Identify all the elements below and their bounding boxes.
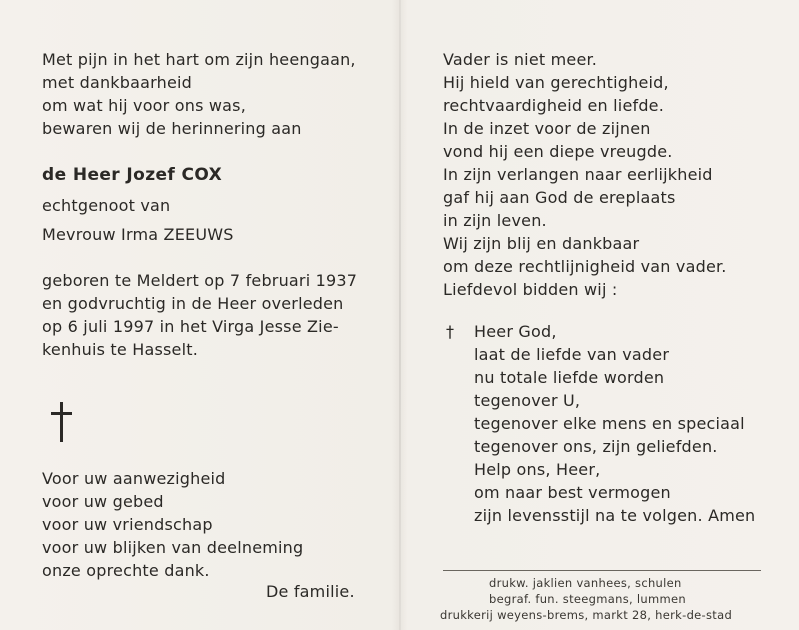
poem-line: gaf hij aan God de ereplaats (443, 188, 676, 207)
prayer-line: tegenover elke mens en speciaal (474, 414, 745, 433)
prayer-line: Heer God, (474, 322, 557, 341)
printer-credit: begraf. fun. steegmans, lummen (489, 592, 686, 606)
prayer-line: om naar best vermogen (474, 483, 671, 502)
intro-line: Met pijn in het hart om zijn heengaan, (42, 50, 356, 69)
footer-divider (443, 570, 761, 571)
life-dates-line: kenhuis te Hasselt. (42, 340, 198, 359)
poem-line: om deze rechtlijnigheid van vader. (443, 257, 727, 276)
poem-line: Vader is niet meer. (443, 50, 598, 69)
printer-credit: drukw. jaklien vanhees, schulen (489, 576, 682, 590)
poem-line: Wij zijn blij en dankbaar (443, 234, 640, 253)
spouse-name: Mevrouw Irma ZEEUWS (42, 225, 234, 244)
deceased-name: de Heer Jozef COX (42, 165, 223, 185)
poem-line: In zijn verlangen naar eerlijkheid (443, 165, 713, 184)
spouse-label: echtgenoot van (42, 196, 171, 215)
intro-line: bewaren wij de herinnering aan (42, 119, 302, 138)
life-dates-line: en godvruchtig in de Heer overleden (42, 294, 344, 313)
thanks-line: Voor uw aanwezigheid (42, 469, 226, 488)
thanks-line: voor uw blijken van deelneming (42, 538, 304, 557)
prayer-line: Help ons, Heer, (474, 460, 601, 479)
poem-line: vond hij een diepe vreugde. (443, 142, 673, 161)
printer-credit: drukkerij weyens-brems, markt 28, herk-de-stad (440, 608, 733, 622)
signature: De familie. (266, 582, 355, 601)
life-dates-line: geboren te Meldert op 7 februari 1937 (42, 271, 358, 290)
poem-line: in zijn leven. (443, 211, 547, 230)
intro-line: om wat hij voor ons was, (42, 96, 247, 115)
prayer-line: nu totale liefde worden (474, 368, 665, 387)
poem-line: rechtvaardigheid en liefde. (443, 96, 665, 115)
thanks-line: voor uw gebed (42, 492, 164, 511)
poem-line: Liefdevol bidden wij : (443, 280, 618, 299)
life-dates-line: op 6 juli 1997 in het Virga Jesse Zie- (42, 317, 339, 336)
prayer-line: laat de liefde van vader (474, 345, 670, 364)
poem-line: Hij hield van gerechtigheid, (443, 73, 669, 92)
intro-line: met dankbaarheid (42, 73, 193, 92)
prayer-line: zijn levensstijl na te volgen. Amen (474, 506, 756, 525)
poem-line: In de inzet voor de zijnen (443, 119, 651, 138)
thanks-line: voor uw vriendschap (42, 515, 213, 534)
prayer-cross-icon: † (446, 322, 455, 341)
card-fold (399, 0, 401, 630)
thanks-line: onze oprechte dank. (42, 561, 210, 580)
cross-icon (51, 402, 73, 442)
prayer-line: tegenover U, (474, 391, 581, 410)
prayer-line: tegenover ons, zijn geliefden. (474, 437, 718, 456)
